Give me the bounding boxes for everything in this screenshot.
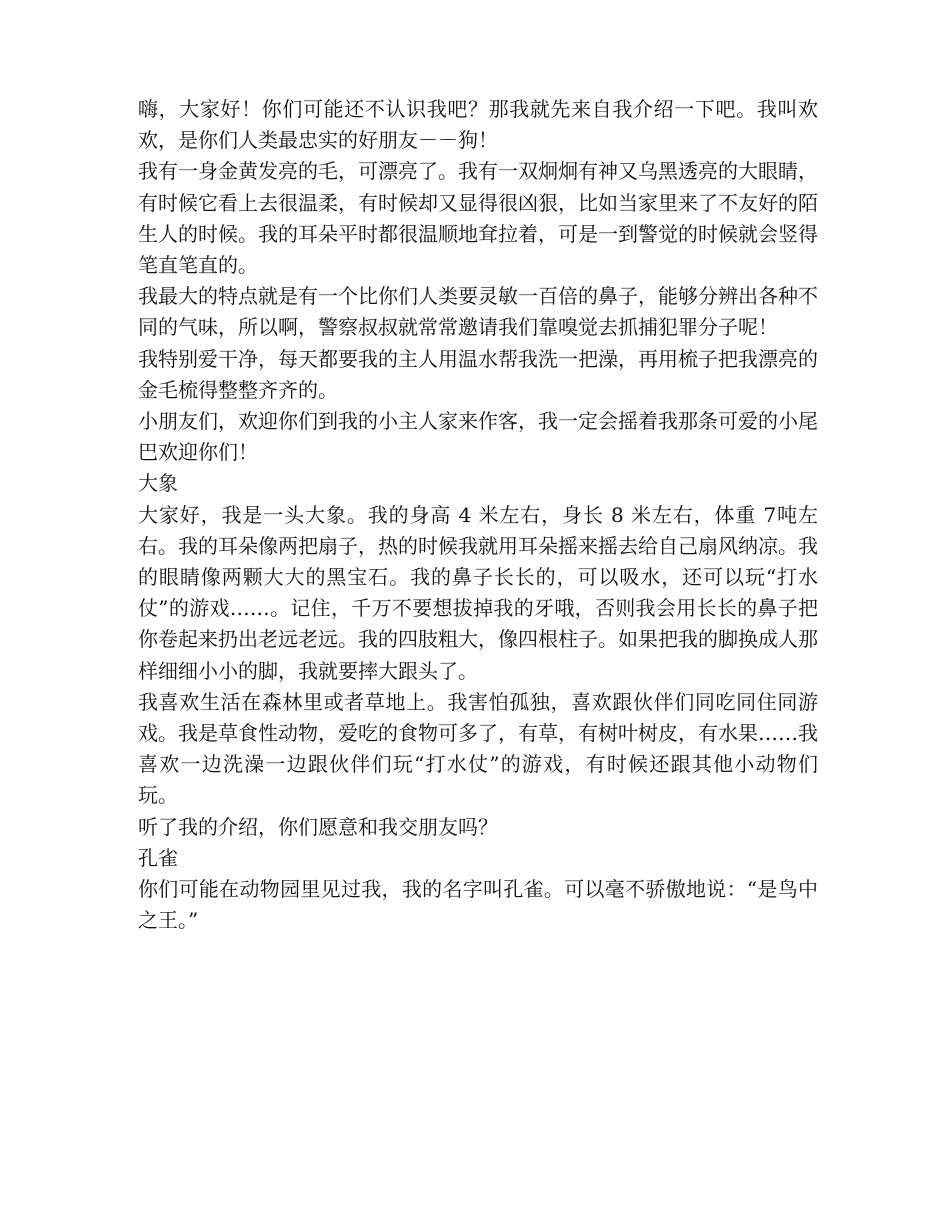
paragraph-elephant-habits: 我喜欢生活在森林里或者草地上。我害怕孤独，喜欢跟伙伴们同吃同住同游戏。我是草食性动物，爱吃的食物可多了，有草，有树叶树皮，有水果……我喜欢一边洗澡一边跟伙伴们玩“打水仗”的游戏，有时候还跟其他小动物们玩。 — [138, 689, 818, 808]
paragraph-peacock-intro: 你们可能在动物园里见过我，我的名字叫孔雀。可以毫不骄傲地说：“是鸟中之王。” — [138, 877, 818, 933]
paragraph-dog-intro: 嗨，大家好！你们可能还不认识我吧？那我就先来自我介绍一下吧。我叫欢欢，是你们人类最忠实的好朋友－－狗！ — [138, 97, 818, 153]
paragraph-elephant-friends: 听了我的介绍，你们愿意和我交朋友吗？ — [138, 814, 498, 839]
paragraph-dog-clean: 我特别爱干净，每天都要我的主人用温水帮我洗一把澡，再用梳子把我漂亮的金毛梳得整整齐齐的。 — [138, 346, 818, 402]
document-body — [138, 94, 818, 936]
paragraph-dog-welcome: 小朋友们，欢迎你们到我的小主人家来作客，我一定会摇着我那条可爱的小尾巴欢迎你们！ — [138, 409, 818, 465]
paragraph-dog-appearance: 我有一身金黄发亮的毛，可漂亮了。我有一双炯炯有神又乌黑透亮的大眼睛，有时候它看上去很温柔，有时候却又显得很凶狠，比如当家里来了不友好的陌生人的时候。我的耳朵平时都很温顺地耷拉着，可是一到警觉的时候就会竖得笔直笔直的。 — [138, 159, 818, 278]
heading-elephant: 大象 — [138, 471, 178, 496]
paragraph-elephant-body: 大家好，我是一头大象。我的身高 4 米左右，身长 8 米左右，体重 7吨左右。我的耳朵像两把扇子，热的时候我就用耳朵摇来摇去给自己扇风纳凉。我的眼睛像两颗大大的黑宝石。我的鼻子长长的，可以吸水，还可以玩“打水仗”的游戏……。记住，千万不要想拔掉我的牙哦，否则我会用长长的鼻子把你卷起来扔出老远老远。我的四肢粗大，像四根柱子。如果把我的脚换成人那样细细小小的脚，我就要摔大跟头了。 — [138, 502, 818, 683]
heading-peacock: 孔雀 — [138, 845, 178, 870]
paragraph-dog-nose: 我最大的特点就是有一个比你们人类要灵敏一百倍的鼻子，能够分辨出各种不同的气味，所以啊，警察叔叔就常常邀请我们靠嗅觉去抓捕犯罪分子呢！ — [138, 284, 818, 340]
